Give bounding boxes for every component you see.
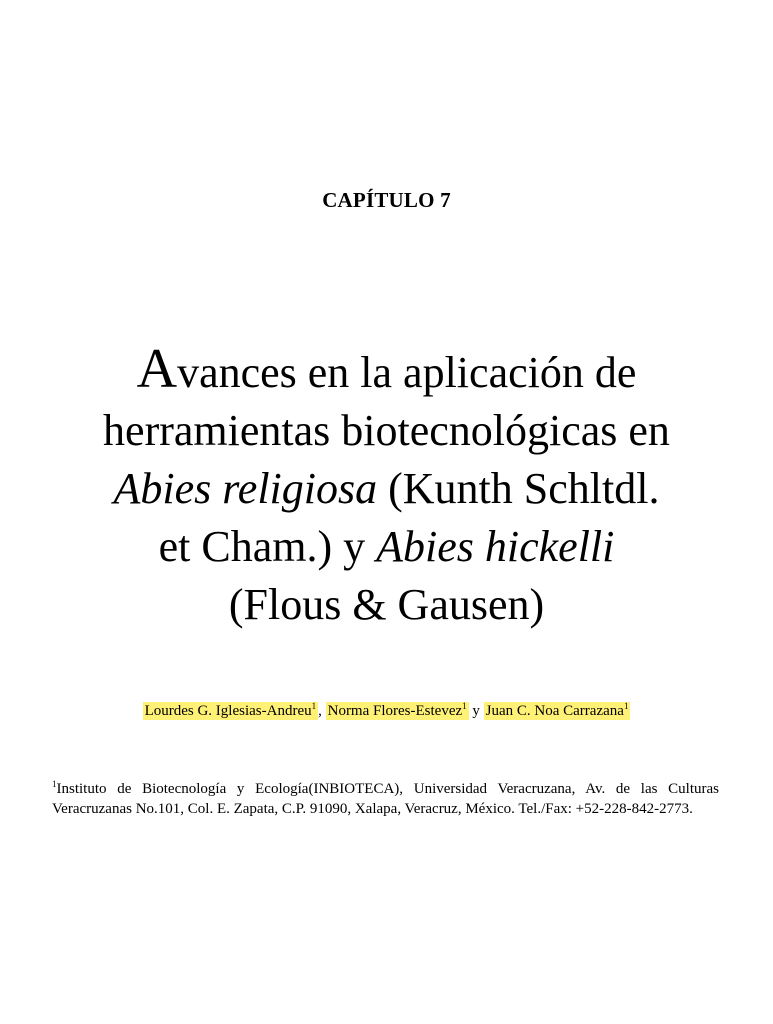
author-1 [143, 702, 319, 720]
author-conjunction: y [468, 703, 484, 719]
species-name-1: Abies religiosa [113, 464, 378, 513]
title-dropcap: A [136, 338, 178, 400]
title-line-2: herramientas biotecnológicas en [103, 406, 670, 455]
author-3-affil: 1 [623, 701, 629, 711]
author-separator: , [318, 703, 326, 719]
affiliation-marker: 1 [52, 779, 57, 789]
chapter-title [30, 340, 743, 634]
species-authority-2: (Flous & Gausen) [228, 580, 545, 629]
author-2 [326, 702, 469, 720]
species-authority-1a: (Kunth Schltdl. [388, 464, 660, 513]
affiliation-text: Instituto de Biotecnología y Ecología(INBIOTECA), Universidad Veracruzana, Av. de las Culturas Veracruzanas No.101, Col. E. Zapata, C.P. 91090, Xalapa, Veracruz, México. Tel./Fax: +52-228-842-2773. [52, 781, 719, 817]
author-1-affil: 1 [311, 701, 317, 711]
author-list [0, 700, 773, 722]
title-line-1: vances en la aplicación de [177, 348, 637, 397]
author-3-name: Juan C. Noa Carrazana [485, 703, 624, 719]
author-1-name: Lourdes G. Iglesias-Andreu [144, 703, 312, 719]
author-2-name: Norma Flores-Estevez [327, 703, 463, 719]
author-2-affil: 1 [462, 701, 467, 711]
species-name-2: Abies hickelli [376, 522, 615, 571]
species-authority-1b: et Cham.) y [158, 522, 366, 571]
author-3 [484, 702, 631, 720]
chapter-heading: CAPÍTULO 7 [322, 188, 451, 212]
affiliation-note [52, 779, 719, 819]
